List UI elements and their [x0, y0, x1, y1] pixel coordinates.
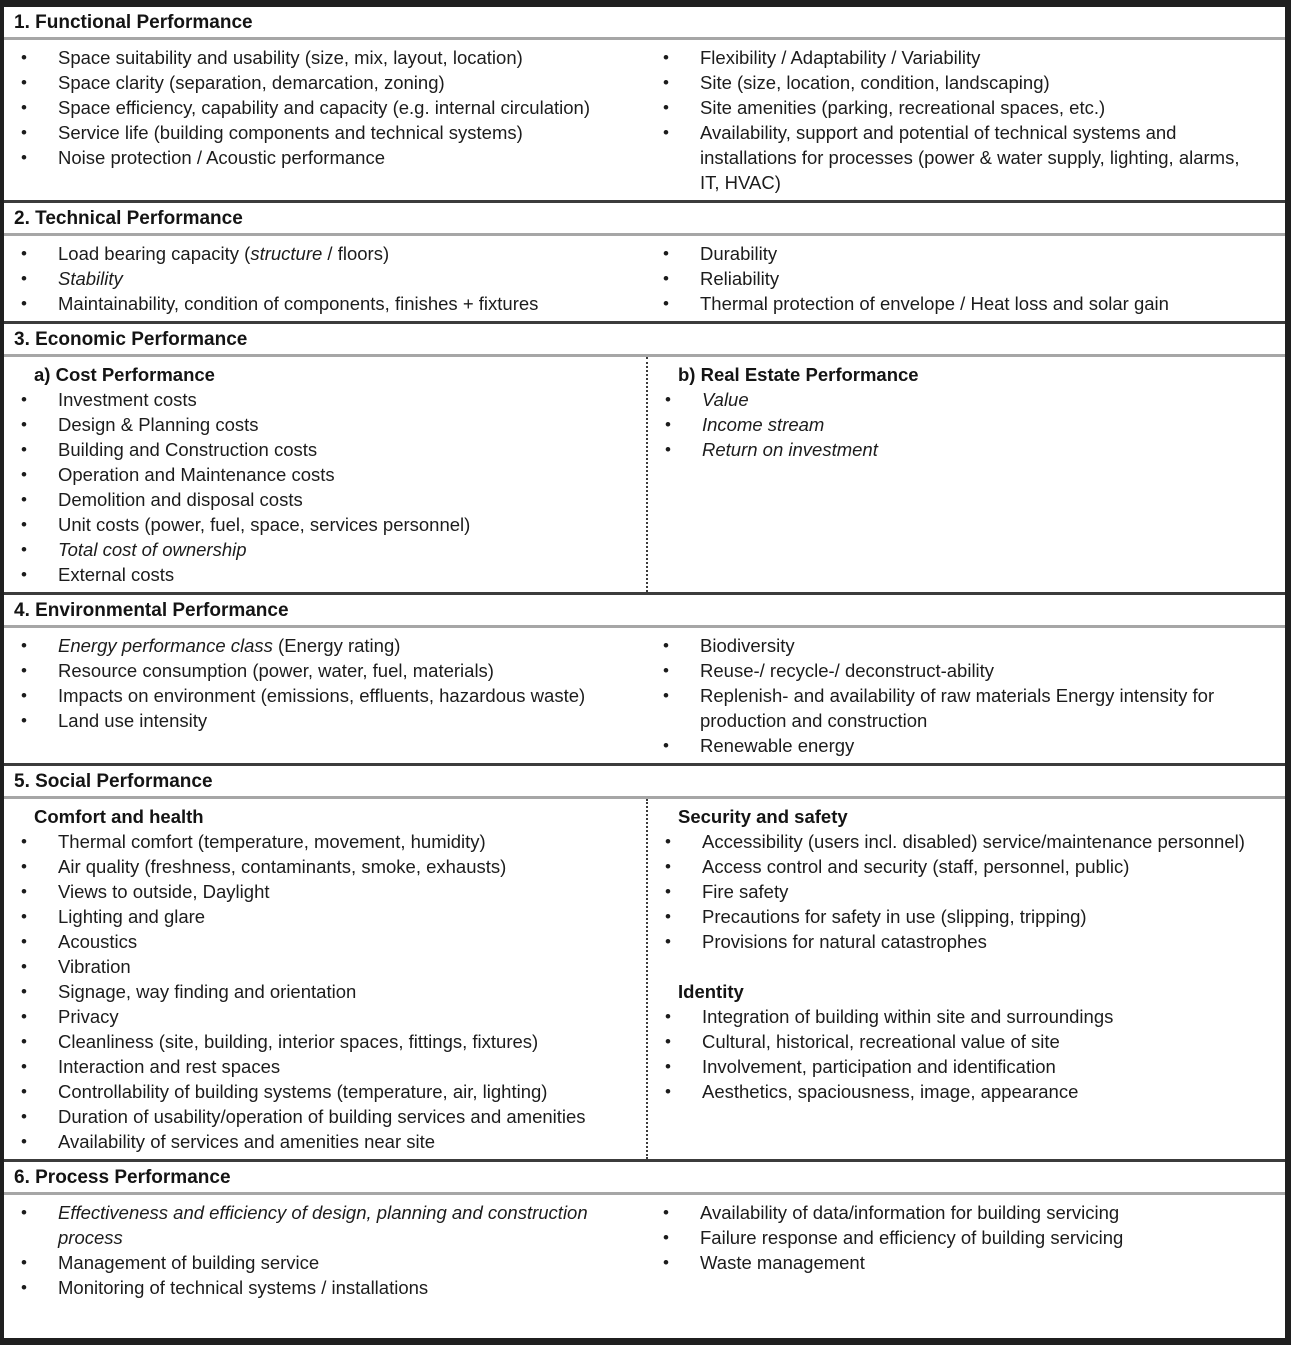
group-heading: b) Real Estate Performance: [678, 364, 919, 385]
item-text-run: Energy performance class: [58, 635, 273, 656]
list-item: [648, 829, 1285, 854]
section-title: 1. Functional Performance: [14, 12, 253, 33]
item-text: Space suitability and usability (size, mix, layout, location): [58, 47, 523, 68]
list-item: [4, 854, 646, 879]
bullet-icon: •: [21, 390, 27, 409]
list-item: [4, 954, 646, 979]
item-text: Resource consumption (power, water, fuel, materials): [58, 660, 494, 681]
bullet-icon: •: [663, 686, 669, 705]
item-group: [4, 45, 646, 170]
section-title: 4. Environmental Performance: [14, 600, 289, 621]
bullet-icon: •: [21, 1278, 27, 1297]
section-title: 2. Technical Performance: [14, 208, 243, 229]
section-1: [4, 7, 1285, 200]
bullet-icon: •: [665, 415, 671, 434]
bullet-icon: •: [21, 73, 27, 92]
item-text: Reuse-/ recycle-/ deconstruct-ability: [700, 660, 995, 681]
bullet-icon: •: [21, 490, 27, 509]
bullet-icon: •: [21, 565, 27, 584]
bullet-icon: •: [663, 244, 669, 263]
bullet-icon: •: [21, 294, 27, 313]
section-body: [4, 628, 1285, 763]
bullet-icon: •: [21, 540, 27, 559]
list-item: [4, 437, 646, 462]
list-item: [4, 1004, 646, 1029]
item-text: Space efficiency, capability and capacity (e.g. internal circulation): [58, 97, 590, 118]
list-item: [4, 708, 646, 733]
list-item: [648, 1029, 1285, 1054]
bullet-icon: •: [665, 932, 671, 951]
section-title: 3. Economic Performance: [14, 329, 248, 350]
list-item: [646, 733, 1285, 758]
bullet-icon: •: [665, 1082, 671, 1101]
column-left: [4, 236, 646, 321]
list-item: [4, 683, 646, 708]
column-left: [4, 357, 646, 592]
item-text: Thermal comfort (temperature, movement, humidity): [58, 831, 486, 852]
item-text: Aesthetics, spaciousness, image, appearance: [702, 1081, 1079, 1102]
item-text: Duration of usability/operation of building services and amenities: [58, 1106, 586, 1127]
list-item: [646, 266, 1285, 291]
item-text: Air quality (freshness, contaminants, smoke, exhausts): [58, 856, 507, 877]
bullet-icon: •: [21, 832, 27, 851]
bullet-icon: •: [21, 957, 27, 976]
item-text: Provisions for natural catastrophes: [702, 931, 987, 952]
section-header: [4, 1162, 1285, 1195]
list-item: [4, 241, 646, 266]
item-text: Space clarity (separation, demarcation, zoning): [58, 72, 445, 93]
column-left: [4, 40, 646, 200]
section-6: [4, 1159, 1285, 1305]
item-text: External costs: [58, 564, 175, 585]
item-text: Renewable energy: [700, 735, 855, 756]
list-item: [4, 537, 646, 562]
list-item: [648, 1004, 1285, 1029]
bullet-icon: •: [663, 736, 669, 755]
column-right: [646, 40, 1285, 200]
bullet-icon: •: [663, 98, 669, 117]
item-text: Acoustics: [58, 931, 138, 952]
item-text: Privacy: [58, 1006, 119, 1027]
section-title: 5. Social Performance: [14, 771, 213, 792]
item-text: Precautions for safety in use (slipping, tripping): [702, 906, 1087, 927]
bullet-icon: •: [663, 1253, 669, 1272]
bullet-icon: •: [21, 1107, 27, 1126]
list-item: [4, 1250, 646, 1275]
bullet-icon: •: [21, 1253, 27, 1272]
column-left: [4, 799, 646, 1159]
list-item: [646, 683, 1285, 733]
bullet-icon: •: [665, 857, 671, 876]
list-item: [646, 658, 1285, 683]
item-text: Cultural, historical, recreational value of site: [702, 1031, 1060, 1052]
bullet-icon: •: [21, 415, 27, 434]
section-3: [4, 321, 1285, 592]
list-item: [4, 462, 646, 487]
item-text: Site (size, location, condition, landscaping): [700, 72, 1050, 93]
item-text: Building and Construction costs: [58, 439, 318, 460]
bullet-icon: •: [663, 294, 669, 313]
item-text: Cleanliness (site, building, interior spaces, fittings, fixtures): [58, 1031, 539, 1052]
list-item: [4, 487, 646, 512]
group-heading: a) Cost Performance: [34, 364, 215, 385]
list-item: [4, 879, 646, 904]
list-item: [4, 1029, 646, 1054]
item-text: [58, 633, 646, 658]
item-group: [646, 45, 1285, 195]
bullet-icon: •: [21, 123, 27, 142]
item-group: [4, 804, 646, 1154]
item-text: Accessibility (users incl. disabled) service/maintenance personnel): [702, 831, 1245, 852]
item-text: Effectiveness and efficiency of design, planning and construction process: [58, 1202, 588, 1248]
list-item: [4, 70, 646, 95]
list-item: [4, 1054, 646, 1079]
bullet-icon: •: [21, 857, 27, 876]
item-text: Availability, support and potential of technical systems and installations for processes (power & water supply, lighting, alarms, IT, HVAC): [700, 122, 1240, 193]
item-text: Value: [702, 389, 749, 410]
list-item: [648, 904, 1285, 929]
list-item: [4, 633, 646, 658]
item-text: Replenish- and availability of raw materials Energy intensity for production and construction: [700, 685, 1215, 731]
item-group: [4, 1200, 646, 1300]
section-body: [4, 357, 1285, 592]
list-item: [4, 1275, 646, 1300]
item-text: Involvement, participation and identification: [702, 1056, 1056, 1077]
item-text: Failure response and efficiency of building servicing: [700, 1227, 1124, 1248]
bullet-icon: •: [21, 269, 27, 288]
section-header: [4, 7, 1285, 40]
list-item: [4, 387, 646, 412]
list-item: [4, 95, 646, 120]
section-5: [4, 763, 1285, 1159]
column-right: [646, 1195, 1285, 1305]
list-item: [646, 120, 1285, 195]
list-item: [4, 45, 646, 70]
list-item: [4, 291, 646, 316]
item-text: Land use intensity: [58, 710, 208, 731]
list-item: [648, 879, 1285, 904]
item-text: Demolition and disposal costs: [58, 489, 303, 510]
item-text: Controllability of building systems (temperature, air, lighting): [58, 1081, 548, 1102]
list-item: [648, 387, 1285, 412]
item-text: Operation and Maintenance costs: [58, 464, 335, 485]
item-text-run: structure: [250, 243, 323, 264]
item-group: [4, 241, 646, 316]
list-item: [4, 979, 646, 1004]
section-body: [4, 1195, 1285, 1305]
bullet-icon: •: [665, 440, 671, 459]
bullet-icon: •: [663, 269, 669, 288]
section-body: [4, 40, 1285, 200]
bullet-icon: •: [21, 1132, 27, 1151]
item-group: [646, 241, 1285, 316]
item-text: Site amenities (parking, recreational spaces, etc.): [700, 97, 1106, 118]
section-title: 6. Process Performance: [14, 1167, 231, 1188]
column-right: [646, 799, 1285, 1159]
item-text: Availability of services and amenities near site: [58, 1131, 436, 1152]
list-item: [648, 412, 1285, 437]
list-item: [4, 829, 646, 854]
item-text: Investment costs: [58, 389, 197, 410]
bullet-icon: •: [21, 932, 27, 951]
item-text: Lighting and glare: [58, 906, 206, 927]
item-text: Thermal protection of envelope / Heat loss and solar gain: [700, 293, 1169, 314]
list-item: [648, 854, 1285, 879]
list-item: [4, 1129, 646, 1154]
bullet-icon: •: [21, 686, 27, 705]
list-item: [646, 70, 1285, 95]
bullet-icon: •: [21, 244, 27, 263]
list-item: [4, 412, 646, 437]
item-text: Integration of building within site and surroundings: [702, 1006, 1114, 1027]
column-left: [4, 1195, 646, 1305]
item-text: Stability: [58, 268, 123, 289]
item-text: Vibration: [58, 956, 131, 977]
list-item: [648, 929, 1285, 954]
bullet-icon: •: [665, 832, 671, 851]
bullet-icon: •: [21, 982, 27, 1001]
bullet-icon: •: [21, 440, 27, 459]
item-text: Return on investment: [702, 439, 878, 460]
bullet-icon: •: [21, 661, 27, 680]
bullet-icon: •: [663, 48, 669, 67]
bullet-icon: •: [21, 636, 27, 655]
list-item: [648, 1079, 1285, 1104]
list-item: [646, 95, 1285, 120]
bullet-icon: •: [21, 48, 27, 67]
bullet-icon: •: [665, 1032, 671, 1051]
section-header: [4, 324, 1285, 357]
section-4: [4, 592, 1285, 763]
section-header: [4, 595, 1285, 628]
bullet-icon: •: [21, 1203, 27, 1222]
item-group: [646, 633, 1285, 758]
bullet-icon: •: [21, 907, 27, 926]
list-item: [4, 266, 646, 291]
item-text: Access control and security (staff, personnel, public): [702, 856, 1130, 877]
item-group: [4, 633, 646, 733]
section-body: [4, 799, 1285, 1159]
item-text: Availability of data/information for building servicing: [700, 1202, 1120, 1223]
item-text: Noise protection / Acoustic performance: [58, 147, 385, 168]
list-item: [4, 658, 646, 683]
list-item: [4, 120, 646, 145]
bullet-icon: •: [21, 465, 27, 484]
bullet-icon: •: [663, 1203, 669, 1222]
item-text: Service life (building components and technical systems): [58, 122, 523, 143]
item-text: Interaction and rest spaces: [58, 1056, 281, 1077]
list-item: [4, 904, 646, 929]
item-text: Total cost of ownership: [58, 539, 247, 560]
item-text: Maintainability, condition of components, finishes + fixtures: [58, 293, 539, 314]
item-text: Waste management: [700, 1252, 865, 1273]
bullet-icon: •: [665, 1057, 671, 1076]
bullet-icon: •: [663, 123, 669, 142]
list-item: [646, 291, 1285, 316]
list-item: [4, 1079, 646, 1104]
list-item: [4, 1104, 646, 1129]
list-item: [646, 633, 1285, 658]
item-text: Flexibility / Adaptability / Variability: [700, 47, 981, 68]
item-text-run: / floors): [322, 243, 390, 264]
section-header: [4, 766, 1285, 799]
bullet-icon: •: [21, 98, 27, 117]
section-header: [4, 203, 1285, 236]
item-text: Monitoring of technical systems / installations: [58, 1277, 429, 1298]
list-item: [648, 437, 1285, 462]
list-item: [4, 562, 646, 587]
bullet-icon: •: [663, 661, 669, 680]
item-group: [648, 804, 1285, 954]
item-text: Fire safety: [702, 881, 789, 902]
bullet-icon: •: [21, 148, 27, 167]
list-item: [4, 929, 646, 954]
bullet-icon: •: [663, 636, 669, 655]
bullet-icon: •: [665, 1007, 671, 1026]
list-item: [646, 1250, 1285, 1275]
item-text: Unit costs (power, fuel, space, services personnel): [58, 514, 471, 535]
list-item: [646, 1200, 1285, 1225]
list-item: [646, 241, 1285, 266]
section-2: [4, 200, 1285, 321]
column-right: [646, 628, 1285, 763]
bullet-icon: •: [21, 1007, 27, 1026]
bullet-icon: •: [21, 711, 27, 730]
section-body: [4, 236, 1285, 321]
group-heading: Security and safety: [678, 806, 848, 827]
list-item: [646, 45, 1285, 70]
bullet-icon: •: [665, 390, 671, 409]
bullet-icon: •: [21, 515, 27, 534]
bullet-icon: •: [21, 1057, 27, 1076]
item-group: [648, 979, 1285, 1104]
item-text: Management of building service: [58, 1252, 320, 1273]
list-item: [4, 145, 646, 170]
column-left: [4, 628, 646, 763]
group-heading: Identity: [678, 981, 744, 1002]
list-item: [648, 1054, 1285, 1079]
item-text: Biodiversity: [700, 635, 795, 656]
bullet-icon: •: [665, 882, 671, 901]
item-text: Signage, way finding and orientation: [58, 981, 357, 1002]
item-text: Design & Planning costs: [58, 414, 259, 435]
item-text-run: Load bearing capacity (: [58, 243, 251, 264]
group-heading: Comfort and health: [34, 806, 204, 827]
item-text: Reliability: [700, 268, 780, 289]
bullet-icon: •: [21, 1032, 27, 1051]
item-group: [4, 362, 646, 587]
item-group: [648, 362, 1285, 462]
item-text-run: (Energy rating): [272, 635, 401, 656]
item-text: [58, 241, 646, 266]
list-item: [646, 1225, 1285, 1250]
item-group: [646, 1200, 1285, 1275]
item-text: Income stream: [702, 414, 825, 435]
list-item: [4, 1200, 646, 1250]
column-right: [646, 236, 1285, 321]
item-text: Durability: [700, 243, 778, 264]
bullet-icon: •: [21, 882, 27, 901]
bullet-icon: •: [663, 1228, 669, 1247]
column-right: [646, 357, 1285, 592]
bullet-icon: •: [21, 1082, 27, 1101]
item-text: Impacts on environment (emissions, effluents, hazardous waste): [58, 685, 586, 706]
list-item: [4, 512, 646, 537]
bullet-icon: •: [663, 73, 669, 92]
item-text: Views to outside, Daylight: [58, 881, 270, 902]
bullet-icon: •: [665, 907, 671, 926]
